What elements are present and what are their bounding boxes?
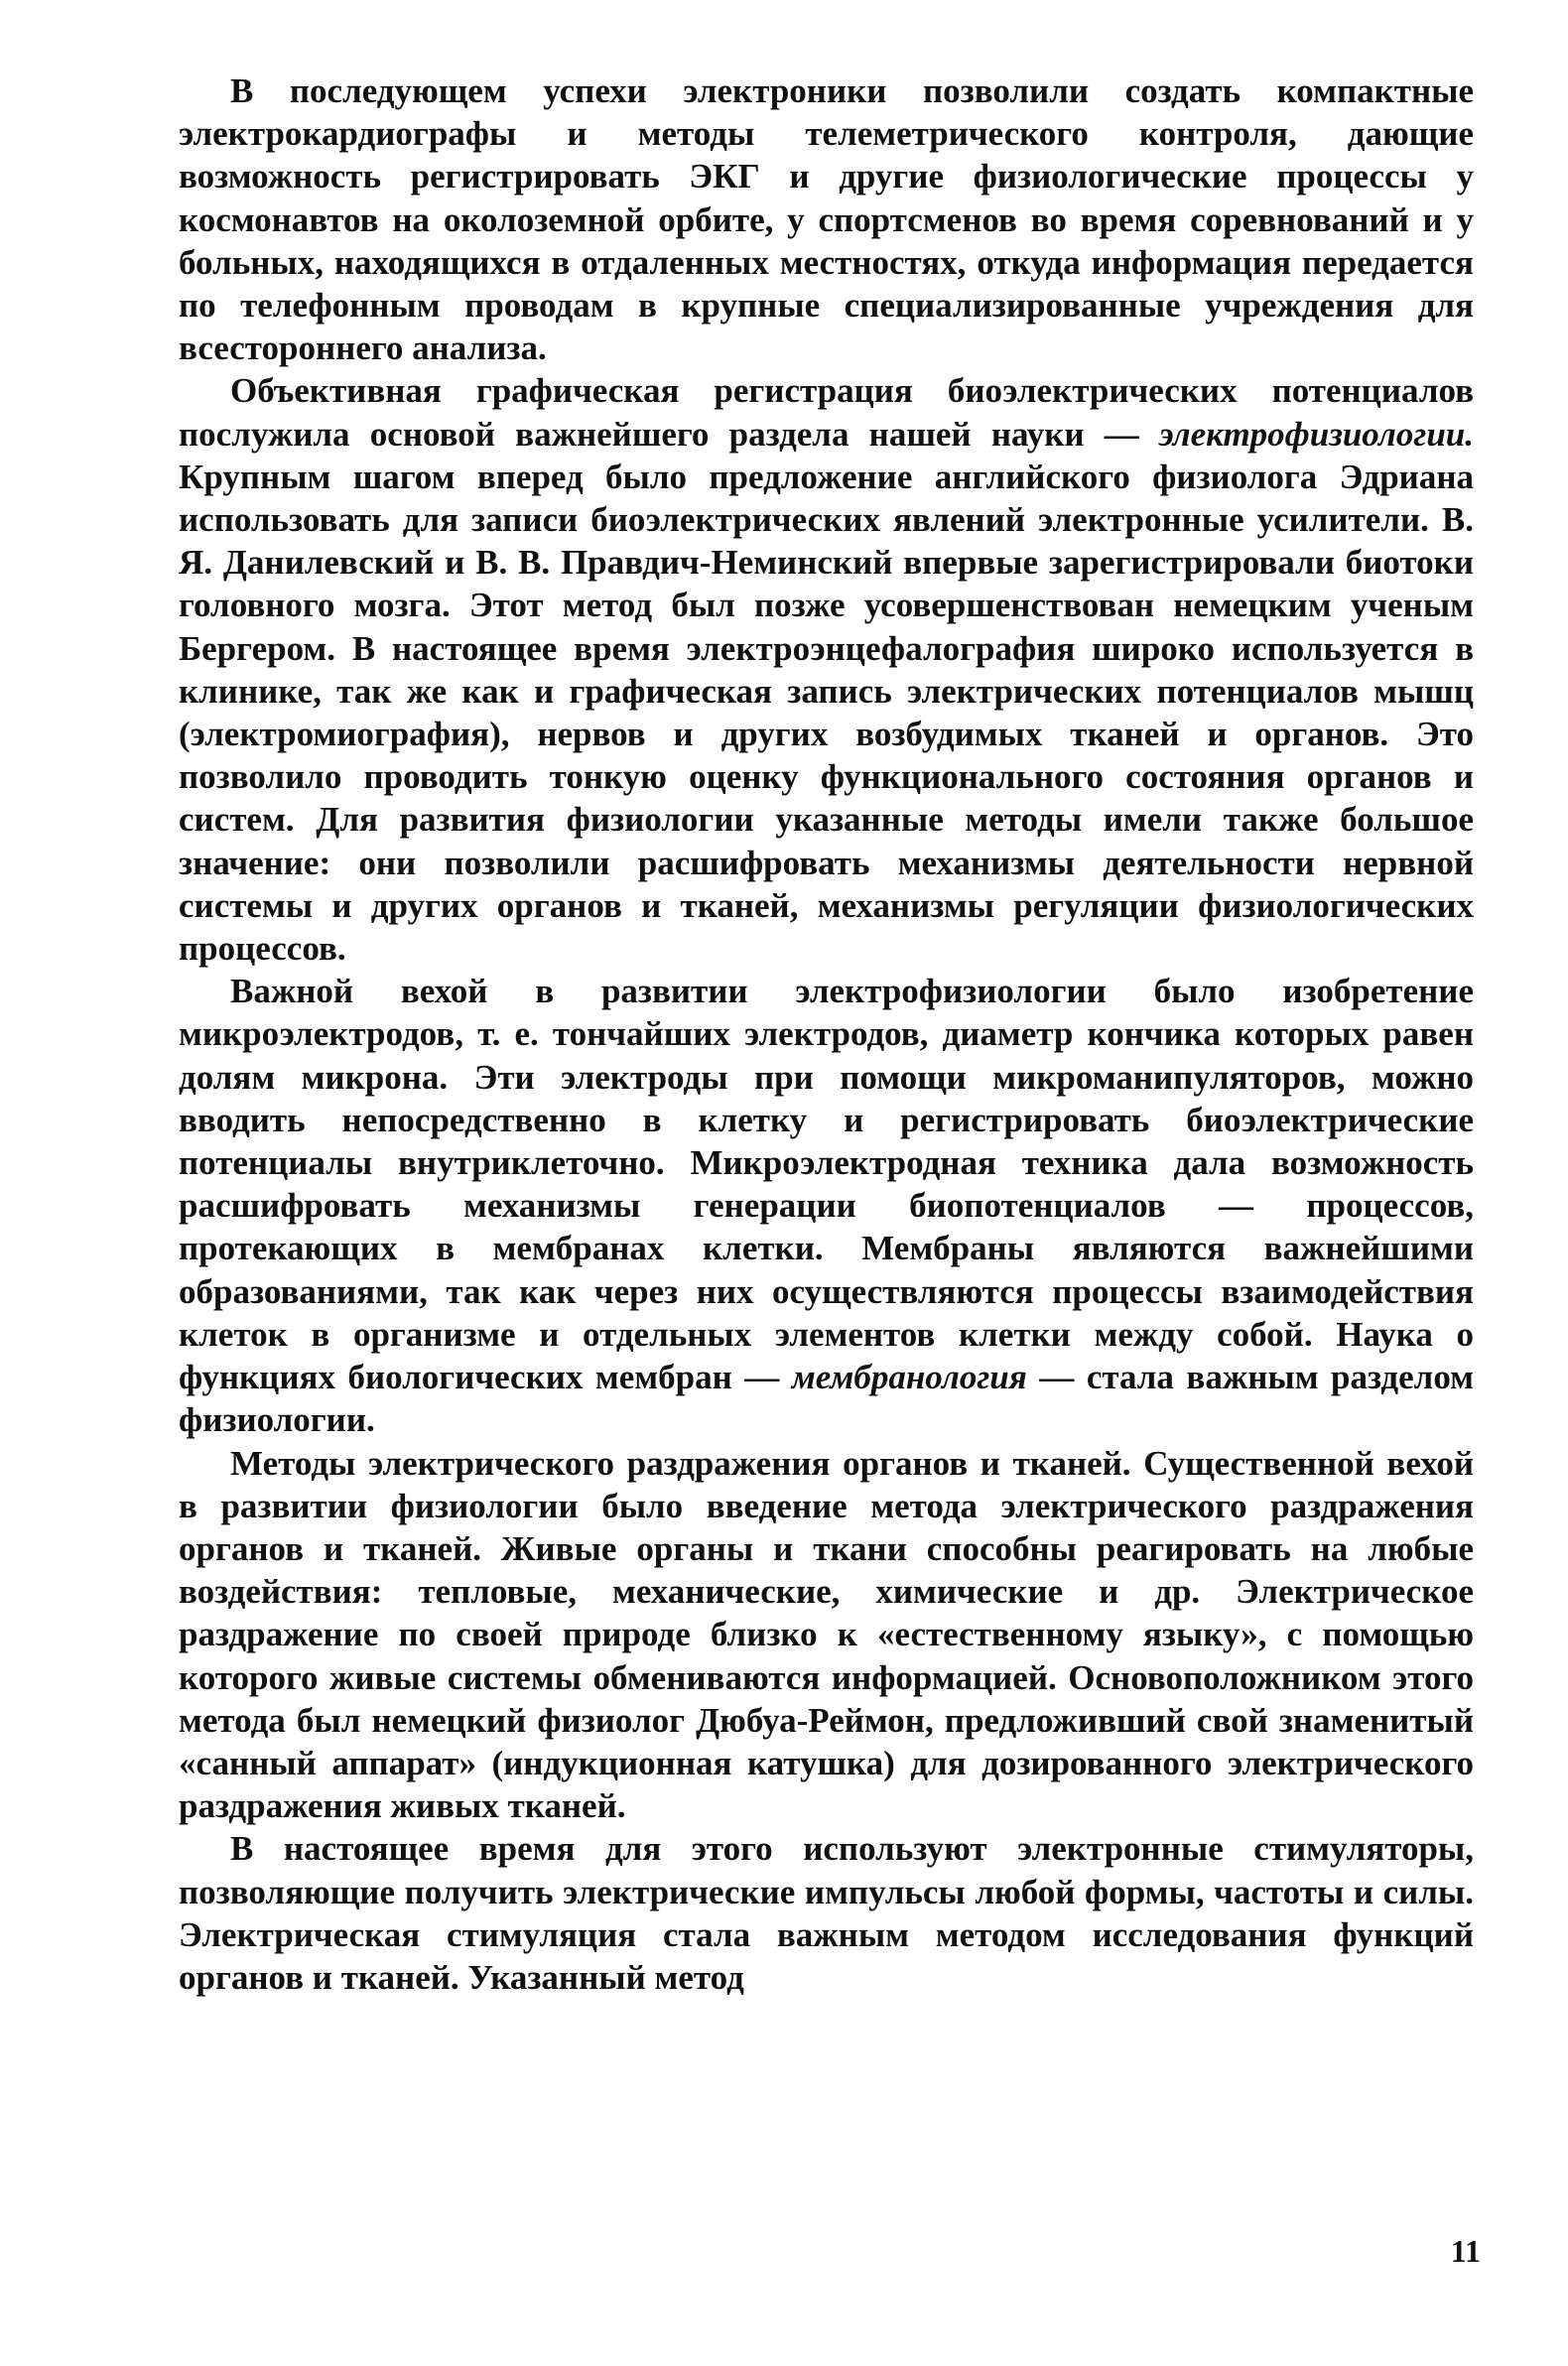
term-electrophysiology: электрофизиологии.	[1159, 414, 1474, 454]
term-membranology: мембранология	[791, 1358, 1027, 1397]
paragraph-4	[179, 1442, 1474, 1828]
page-number: 11	[1450, 2233, 1481, 2269]
paragraph-3-text-a: Важной вехой в развитии электрофизиологии было изобретение микроэлектродов, т. е. тончайших электродов, диаметр кончика которых равен долям микрона. Эти электроды при помощи микроманипуляторов, можно вводить непосредственно в клетку и регистрировать биоэлектрические потенциалы внутриклеточно. Микроэлектродная техника дала возможность расшифровать механизмы генерации биопотенциалов — процессов, протекающих в мембранах клетки. Мембраны являются важнейшими образованиями, так как через них осуществляются процессы взаимодействия клеток в организме и отдельных элементов клетки между собой. Наука о функциях биологических мембран —	[179, 972, 1474, 1397]
paragraph-4-text: Методы электрического раздражения органов и тканей. Существенной вехой в развитии физиологии было введение метода электрического раздражения органов и тканей. Живые органы и ткани способны реагировать на любые воздействия: тепловые, механические, химические и др. Электрическое раздражение по своей природе близко к «естественному языку», с помощью которого живые системы обмениваются информацией. Основоположником этого метода был немецкий физиолог Дюбуа-Реймон, предложивший свой знаменитый «санный аппарат» (индукционная катушка) для дозированного электрического раздражения живых тканей.	[179, 1443, 1474, 1826]
paragraph-5	[179, 1827, 1474, 1999]
paragraph-3-text-b: — стала важным разделом физиологии.	[179, 1358, 1474, 1440]
paragraph-3	[179, 970, 1474, 1441]
paragraph-1	[179, 69, 1474, 369]
paragraph-1-text: В последующем успехи электроники позволили создать компактные электрокардиографы и методы телеметрического контроля, дающие возможность регистрировать ЭКГ и другие физиологические процессы у космонавтов на околоземной орбите, у спортсменов во время соревнований и у больных, находящихся в отдаленных местностях, откуда информация передается по телефонным проводам в крупные специализированные учреждения для всестороннего анализа.	[179, 71, 1474, 368]
paragraph-2-text-b: Крупным шагом вперед было предложение английского физиолога Эдриана использовать для записи биоэлектрических явлений электронные усилители. В. Я. Данилевский и В. В. Правдич-Неминский впервые зарегистрировали биотоки головного мозга. Этот метод был позже усовершенствован немецким ученым Бергером. В настоящее время электроэнцефалография широко используется в клинике, так же как и графическая запись электрических потенциалов мышц (электромиография), нервов и других возбудимых тканей и органов. Это позволило проводить тонкую оценку функционального состояния органов и систем. Для развития физиологии указанные методы имели также большое значение: они позволили расшифровать механизмы деятельности нервной системы и других органов и тканей, механизмы регуляции физиологических процессов.	[179, 457, 1474, 969]
paragraph-5-text: В настоящее время для этого используют электронные стимуляторы, позволяющие получить электрические импульсы любой формы, частоты и силы. Электрическая стимуляция стала важным методом исследования функций органов и тканей. Указанный метод	[179, 1829, 1474, 1997]
paragraph-2-text-a: Объективная графическая регистрация биоэлектрических потенциалов послужила основой важнейшего раздела нашей науки —	[179, 371, 1474, 454]
paragraph-2	[179, 369, 1474, 970]
body-text	[179, 69, 1474, 1999]
